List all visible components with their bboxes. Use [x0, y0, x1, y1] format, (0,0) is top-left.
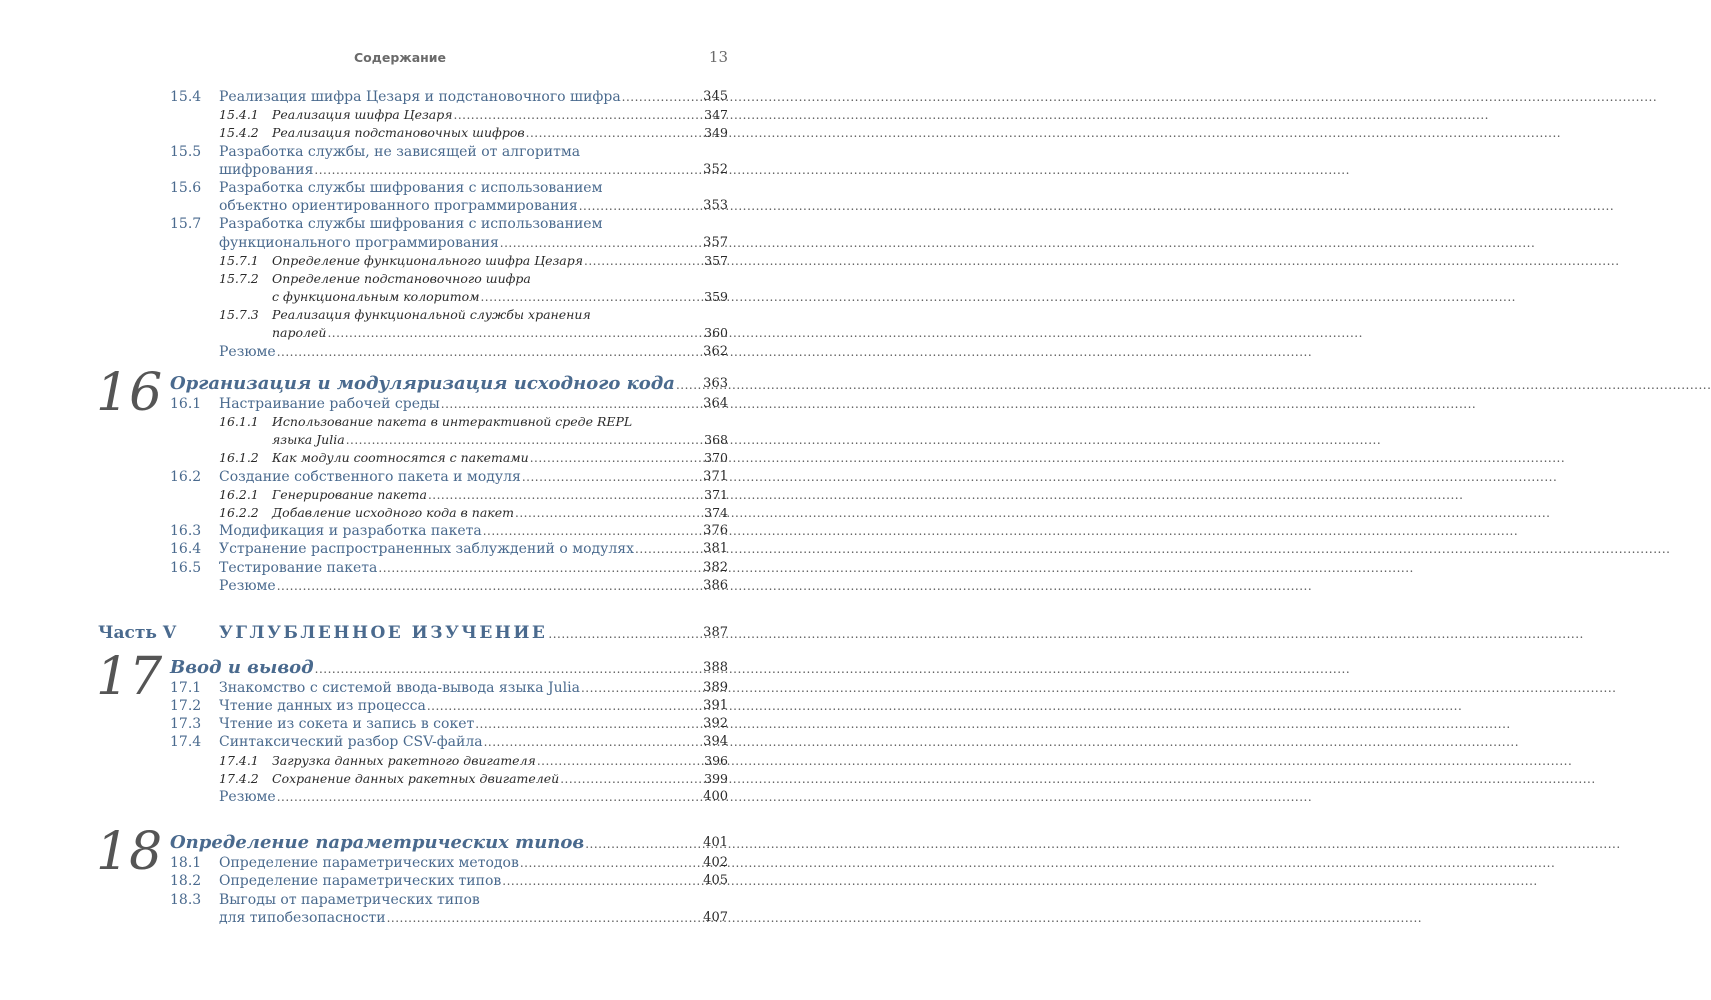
- toc-entry[interactable]: 15.7.2 Определение подстановочного шифра: [219, 270, 531, 286]
- toc-entry[interactable]: 16.1 Настраивание рабочей среды ..... 364: [0, 395, 800, 413]
- toc-entry[interactable]: 17.3 Чтение из сокета и запись в сокет ..... 392: [0, 715, 800, 733]
- toc-chapter[interactable]: 16 Организация и модуляризация исходного кода ..... 363: [0, 373, 800, 395]
- toc-entry[interactable]: 17.4 Синтаксический разбор CSV-файла ..... 394: [0, 733, 800, 751]
- toc-entry[interactable]: 16.2.2 Добавление исходного кода в пакет ..... 374: [0, 504, 800, 522]
- part-title: УГЛУБЛЕННОЕ ИЗУЧЕНИЕ: [219, 622, 548, 643]
- toc-entry[interactable]: 16.5 Тестирование пакета ..... 382: [0, 559, 800, 577]
- page-number: 13: [708, 48, 728, 66]
- toc-entry[interactable]: 15.7.3 Реализация функциональной службы хранения: [219, 307, 591, 323]
- toc-entry[interactable]: 18.1 Определение параметрических методов ..... 402: [0, 854, 800, 872]
- toc-entry[interactable]: 16.1.2 Как модули соотносятся с пакетами ..... 370: [0, 449, 800, 467]
- toc-entry[interactable]: 15.4 Реализация шифра Цезаря и подстановочного шифра ..... 345: [0, 88, 800, 106]
- toc-entry[interactable]: 15.7 Разработка службы шифрования с использованием: [170, 216, 603, 233]
- toc-part[interactable]: Часть V УГЛУБЛЕННОЕ ИЗУЧЕНИЕ ..... 387: [0, 621, 800, 645]
- toc-entry-continuation[interactable]: с функциональным колоритом ..... 359: [0, 288, 800, 306]
- toc-entry-summary[interactable]: Резюме ..... 386: [0, 577, 800, 595]
- toc-chapter[interactable]: 17 Ввод и вывод ..... 388: [0, 657, 800, 679]
- toc-entry[interactable]: 15.6 Разработка службы шифрования с использованием: [170, 179, 603, 196]
- toc-entry[interactable]: 17.4.1 Загрузка данных ракетного двигателя ..... 396: [0, 752, 800, 770]
- toc-entry[interactable]: 16.4 Устранение распространенных заблуждений о модулях ..... 381: [0, 540, 800, 558]
- toc-entry[interactable]: 18.3 Выгоды от параметрических типов: [170, 891, 480, 908]
- toc-entry[interactable]: 17.4.2 Сохранение данных ракетных двигателей ..... 399: [0, 770, 800, 788]
- chapter-number: 17: [96, 646, 163, 707]
- chapter-title: Ввод и вывод: [170, 656, 314, 678]
- toc-entry[interactable]: 16.1.1 Использование пакета в интерактивной среде REPL: [219, 414, 633, 429]
- toc-entry-continuation[interactable]: паролей ..... 360: [0, 324, 800, 342]
- running-title: Содержание: [353, 50, 447, 65]
- chapter-title: Определение параметрических типов: [170, 832, 585, 854]
- toc-entry[interactable]: 15.7.1 Определение функционального шифра Цезаря ..... 357: [0, 252, 800, 270]
- part-label: Часть V: [98, 622, 177, 643]
- table-of-contents: [0, 88, 800, 927]
- toc-entry[interactable]: 16.2 Создание собственного пакета и модуля ..... 371: [0, 468, 800, 486]
- toc-entry[interactable]: 16.3 Модификация и разработка пакета ..... 376: [0, 522, 800, 540]
- toc-entry[interactable]: 16.2.1 Генерирование пакета ..... 371: [0, 486, 800, 504]
- toc-entry[interactable]: 15.4.1 Реализация шифра Цезаря ..... 347: [0, 106, 800, 124]
- toc-entry[interactable]: 15.4.2 Реализация подстановочных шифров ..... 349: [0, 124, 800, 142]
- toc-entry-continuation[interactable]: объектно ориентированного программирования ..... 353: [0, 197, 800, 215]
- chapter-title: Организация и модуляризация исходного кода: [170, 372, 675, 394]
- chapter-number: 18: [96, 822, 163, 883]
- toc-entry[interactable]: 18.2 Определение параметрических типов ..... 405: [0, 872, 800, 890]
- toc-entry[interactable]: 15.5 Разработка службы, не зависящей от алгоритма: [170, 143, 581, 160]
- toc-entry-continuation[interactable]: языка Julia ..... 368: [0, 431, 800, 449]
- toc-entry-continuation[interactable]: функционального программирования ..... 357: [0, 234, 800, 252]
- toc-entry[interactable]: 17.1 Знакомство с системой ввода-вывода языка Julia ..... 389: [0, 679, 800, 697]
- chapter-number: 16: [96, 362, 163, 423]
- toc-entry[interactable]: 17.2 Чтение данных из процесса ..... 391: [0, 697, 800, 715]
- toc-entry-continuation[interactable]: для типобезопасности ..... 407: [0, 909, 800, 927]
- toc-entry-summary[interactable]: Резюме ..... 362: [0, 343, 800, 361]
- page-header: [0, 48, 800, 68]
- toc-entry-summary[interactable]: Резюме ..... 400: [0, 788, 800, 806]
- toc-chapter[interactable]: 18 Определение параметрических типов ..... 401: [0, 832, 800, 854]
- toc-entry-continuation[interactable]: шифрования ..... 352: [0, 161, 800, 179]
